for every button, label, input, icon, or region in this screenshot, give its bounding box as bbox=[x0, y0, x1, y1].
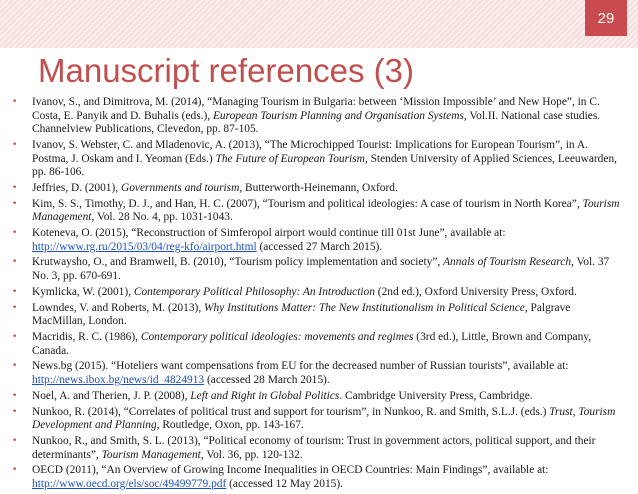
reference-item: • News.bg (2015). “Hoteliers want compensations from EU for the decreased number of Russian tourists”, available at: http://news.ibox.bg/news/id_4824913 (accessed 28 March 2015). bbox=[12, 360, 626, 387]
bullet-icon bbox=[12, 227, 17, 241]
reference-item: • Koteneva, O. (2015), “Reconstruction of Simferopol airport would continue till 01st June”, available at: http://www.rg.ru/2015/03/04/reg-kfo/airport.html (accessed 27 March 2015). bbox=[12, 227, 626, 254]
reference-item: • Krutwaysho, O., and Bramwell, B. (2010), “Tourism policy implementation and society”, Annals of Tourism Research, Vol. 37 No. 3, pp. 670-691. bbox=[12, 256, 626, 283]
reference-item: • Kymlicka, W. (2001), Contemporary Political Philosophy: An Introduction (2nd ed.), Oxford University Press, Oxford. bbox=[12, 286, 626, 300]
bullet-icon bbox=[12, 198, 17, 212]
bullet-icon bbox=[12, 96, 17, 110]
reference-list bbox=[12, 96, 626, 494]
bullet-icon bbox=[12, 286, 17, 300]
reference-item: • Ivanov, S., and Dimitrova, M. (2014), “Managing Tourism in Bulgaria: between ‘Mission Impossible’ and New Hope”, in C. Costa, E. Panyik and D. Buhalis (eds.), European Tourism Planning and Organisation Systems, Vol.II. National case studies. Channelview Publications, Clevedon, pp. 87-105. bbox=[12, 96, 626, 137]
reference-item: • Nunkoo, R., and Smith, S. L. (2013), “Political economy of tourism: Trust in government actors, political support, and their determinants”, Tourism Management, Vol. 36, pp. 120-132. bbox=[12, 435, 626, 462]
bullet-icon bbox=[12, 139, 17, 153]
bullet-icon bbox=[12, 435, 17, 449]
reference-item: • OECD (2011), “An Overview of Growing Income Inequalities in OECD Countries: Main Findings”, available at: http://www.oecd.org/els/soc/49499779.pdf (accessed 12 May 2015). bbox=[12, 464, 626, 491]
reference-item: • Macridis, R. C. (1986), Contemporary political ideologies: movements and regimes (3rd ed.), Little, Brown and Company, Canada. bbox=[12, 331, 626, 358]
reference-item: • Noel, A. and Therien, J. P. (2008), Left and Right in Global Politics. Cambridge University Press, Cambridge. bbox=[12, 390, 626, 404]
bullet-icon bbox=[12, 360, 17, 374]
bullet-icon bbox=[12, 302, 17, 316]
reference-link[interactable]: http://news.ibox.bg/news/id_4824913 bbox=[32, 373, 205, 386]
reference-item: • Jeffries, D. (2001), Governments and tourism, Butterworth-Heinemann, Oxford. bbox=[12, 182, 626, 196]
bullet-icon bbox=[12, 182, 17, 196]
header-band bbox=[0, 0, 638, 48]
reference-item: • Lowndes, V. and Roberts, M. (2013), Why Institutions Matter: The New Institutionalism in Political Science, Palgrave MacMillan, London. bbox=[12, 302, 626, 329]
bullet-icon bbox=[12, 331, 17, 345]
reference-item: • Ivanov, S. Webster, C. and Mladenovic, A. (2013), “The Microchipped Tourist: Implications for European Tourism”, in A. Postma, J. Oskam and I. Yeoman (Eds.) The Future of European Tourism, Stenden University of Applied Sciences, Leeuwarden, pp. 86-106. bbox=[12, 139, 626, 180]
bullet-icon bbox=[12, 406, 17, 420]
bullet-icon bbox=[12, 256, 17, 270]
reference-item: • Kim, S. S., Timothy, D. J., and Han, H. C. (2007), “Tourism and political ideologies: A case of tourism in North Korea”, Tourism Management, Vol. 28 No. 4, pp. 1031-1043. bbox=[12, 198, 626, 225]
reference-item: • Nunkoo, R. (2014), “Correlates of political trust and support for tourism”, in Nunkoo, R. and Smith, S.L.J. (eds.) Trust, Tourism Development and Planning, Routledge, Oxon, pp. 143-167. bbox=[12, 406, 626, 433]
slide-title: Manuscript references (3) bbox=[38, 52, 414, 89]
slide-number: 29 bbox=[585, 0, 627, 36]
reference-link[interactable]: http://www.rg.ru/2015/03/04/reg-kfo/airport.html bbox=[32, 240, 257, 253]
bullet-icon bbox=[12, 464, 17, 478]
reference-link[interactable]: http://www.oecd.org/els/soc/49499779.pdf bbox=[32, 477, 227, 490]
bullet-icon bbox=[12, 390, 17, 404]
